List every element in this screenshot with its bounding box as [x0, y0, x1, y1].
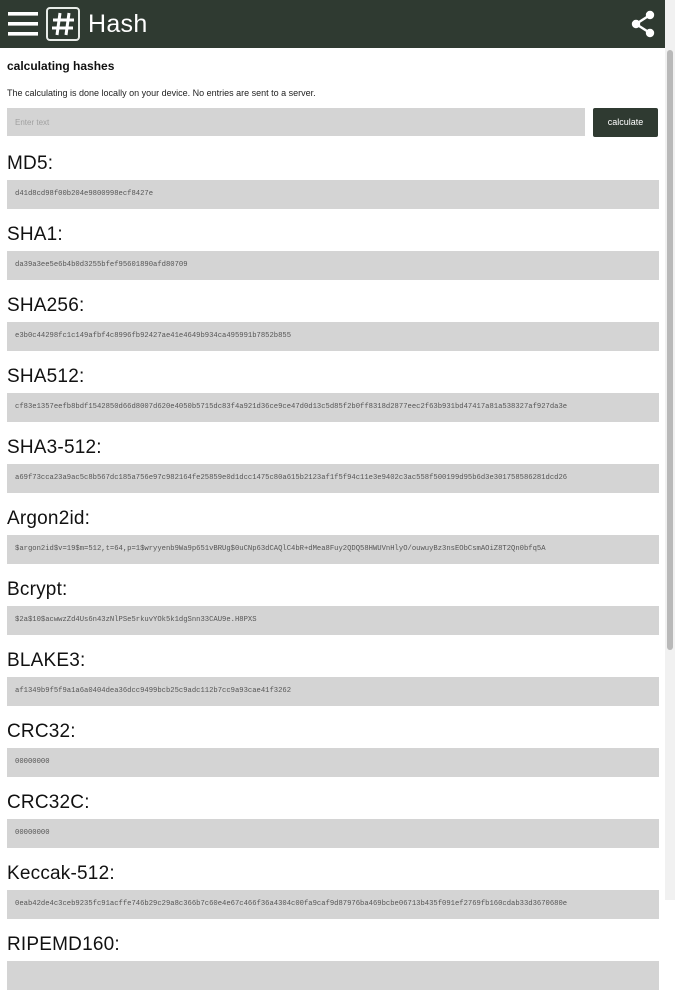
hash-result — [7, 153, 659, 209]
hash-label: SHA256: — [7, 295, 85, 316]
app-title: Hash — [88, 9, 148, 38]
hash-result — [7, 508, 659, 564]
input-row — [7, 107, 659, 137]
hash-value[interactable]: af1349b9f5f9a1a6a0404dea36dcc9499bcb25c9adc112b7cc9a93cae41f3262 — [7, 677, 659, 706]
app-bar — [0, 0, 665, 48]
hash-value[interactable]: cf83e1357eefb8bdf1542850d66d8007d620e4050b5715dc83f4a921d36ce9ce47d0d13c5d85f2b0ff8318d2877eec2f63b931bd47417a81a538327af927da3e — [7, 393, 659, 422]
hash-value[interactable]: e3b0c44298fc1c149afbf4c8996fb92427ae41e4649b934ca495991b7852b855 — [7, 322, 659, 351]
section-title: calculating hashes — [7, 59, 115, 73]
menu-icon[interactable] — [4, 0, 42, 48]
hash-label: Bcrypt: — [7, 579, 68, 600]
hash-label: MD5: — [7, 153, 54, 174]
hash-result — [7, 437, 659, 493]
hash-result — [7, 224, 659, 280]
text-input[interactable] — [7, 108, 585, 136]
hash-label: SHA512: — [7, 366, 85, 387]
hash-label: Argon2id: — [7, 508, 91, 529]
hash-result — [7, 295, 659, 351]
hash-result — [7, 863, 659, 919]
hash-value[interactable]: $argon2id$v=19$m=512,t=64,p=1$wryyenb9Wa9p651vBRUg$0uCNp63dCAQlC4bR+dMea8Fuy2QDQ58HWUVnHlyO/ouwuyBz3nsEObCsmAOiZ8T2Qn0bfq5A — [7, 535, 659, 564]
hash-label: RIPEMD160: — [7, 934, 120, 955]
hash-label: CRC32C: — [7, 792, 90, 813]
hash-value[interactable]: 0eab42de4c3ceb9235fc91acffe746b29c29a8c366b7c60e4e67c466f36a4304c00fa9caf9d87976ba469bcbe06713b435f091ef2769fb160cdab33d3670680e — [7, 890, 659, 919]
hash-result — [7, 579, 659, 635]
hash-value[interactable]: 00000000 — [7, 748, 659, 777]
hash-result — [7, 650, 659, 706]
main-content — [7, 48, 659, 990]
hash-logo-icon — [46, 7, 80, 41]
privacy-notice: The calculating is done locally on your device. No entries are sent to a server. — [7, 88, 316, 98]
hash-list — [7, 153, 659, 990]
hash-value[interactable]: da39a3ee5e6b4b0d3255bfef95601890afd80709 — [7, 251, 659, 280]
hash-label: SHA1: — [7, 224, 63, 245]
scrollbar-thumb[interactable] — [667, 50, 673, 650]
hash-result — [7, 366, 659, 422]
hash-result — [7, 721, 659, 777]
hash-value[interactable] — [7, 961, 659, 990]
hash-label: Keccak-512: — [7, 863, 115, 884]
hash-value[interactable]: 00000000 — [7, 819, 659, 848]
hash-value[interactable]: a69f73cca23a9ac5c8b567dc185a756e97c982164fe25859e0d1dcc1475c80a615b2123af1f5f94c11e3e9402c3ac558f500199d95b6d3e301758586281dcd26 — [7, 464, 659, 493]
hash-result — [7, 934, 659, 990]
hash-label: CRC32: — [7, 721, 76, 742]
share-icon[interactable] — [627, 8, 659, 40]
hash-result — [7, 792, 659, 848]
hash-value[interactable]: $2a$10$acwwzZd4Us6n43zNlPSe5rkuvYOk5k1dgSnn33CAU9e.H8PXS — [7, 606, 659, 635]
calculate-button[interactable]: calculate — [593, 108, 658, 137]
hash-label: SHA3-512: — [7, 437, 102, 458]
hash-label: BLAKE3: — [7, 650, 86, 671]
hash-value[interactable]: d41d8cd98f00b204e9800998ecf8427e — [7, 180, 659, 209]
